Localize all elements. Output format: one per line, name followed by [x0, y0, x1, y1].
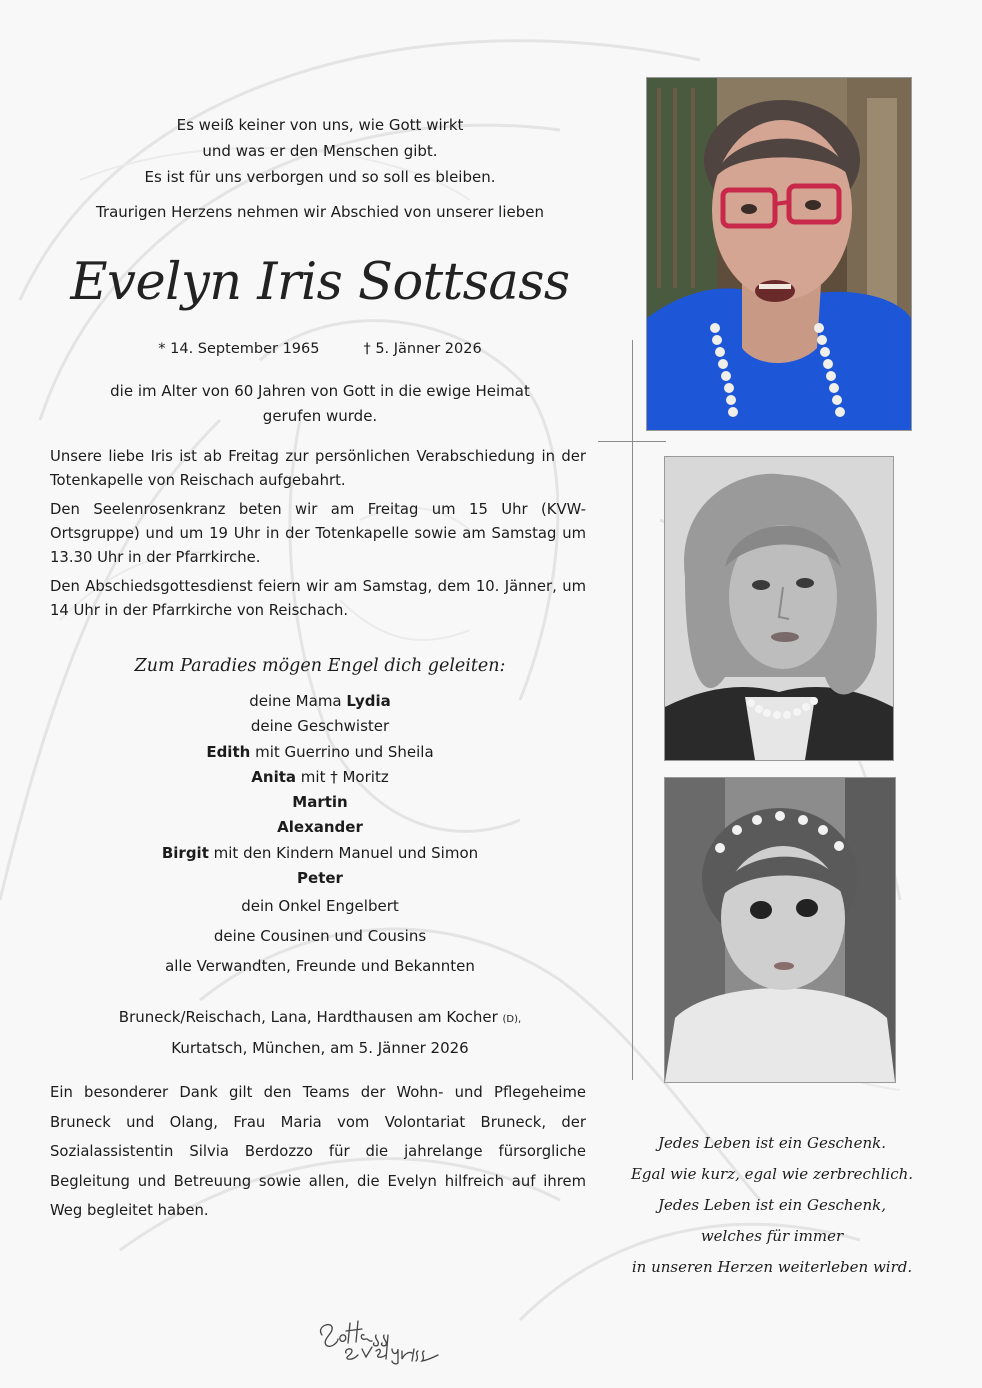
deceased-name: Evelyn Iris Sottsass	[70, 253, 570, 312]
mourner-birgit	[60, 841, 580, 866]
mourner-mama-name: Lydia	[346, 692, 391, 710]
mourner-relatives: alle Verwandten, Freunde und Bekannten	[165, 957, 475, 976]
places-country-note: (D),	[502, 1014, 522, 1025]
places-line-2: Kurtatsch, München, am 5. Jänner 2026	[171, 1039, 469, 1057]
mourner-martin-name: Martin	[292, 793, 348, 812]
places-line-1	[60, 1003, 580, 1034]
thanks-text: Ein besonderer Dank gilt den Teams der Wohn- und Pflegeheime Bruneck und Olang, Frau Maria vom Volontariat Bruneck, der Sozialassistentin Silvia Berdozzo für die jahrelange fürsorgliche Begleitung und Betreuung sowie allen, die Evelyn hilfreich auf ihrem Weg begleitet haben.	[50, 1084, 586, 1219]
quote-line-1: Es weiß keiner von uns, wie Gott wirkt	[176, 116, 464, 134]
mourner-edith	[60, 740, 580, 765]
handwritten-signature	[316, 1305, 446, 1365]
mourner-mama-prefix: deine Mama	[249, 692, 342, 710]
mourner-martin	[60, 790, 580, 815]
poem-line-4: welches für immer	[700, 1227, 844, 1245]
mourners-list	[60, 689, 580, 981]
mourner-siblings: deine Geschwister	[250, 717, 390, 736]
notice-paragraph-rosary: Den Seelenrosenkranz beten wir am Freitag um 15 Uhr (KVW-Ortsgruppe) und um 19 Uhr in der Totenkapelle sowie am Samstag um 13.30 Uhr in der Pfarrkirche.	[50, 501, 586, 566]
places-line-1-text: Bruneck/Reischach, Lana, Hardthausen am Kocher	[118, 1008, 498, 1026]
poem-line-2: Egal wie kurz, egal wie zerbrechlich.	[630, 1165, 914, 1183]
mourner-uncle: dein Onkel Engelbert	[241, 897, 399, 916]
poem-line-3: Jedes Leben ist ein Geschenk,	[658, 1196, 886, 1214]
mourner-anita	[60, 765, 580, 790]
funeral-notice	[50, 445, 586, 628]
mourner-alexander	[60, 815, 580, 840]
closing-poem	[622, 1128, 922, 1283]
age-line-1: die im Alter von 60 Jahren von Gott in die ewige Heimat	[110, 382, 530, 400]
death-date: † 5. Jänner 2026	[363, 341, 482, 357]
mourner-birgit-name: Birgit	[161, 843, 209, 862]
birth-date: * 14. September 1965	[158, 341, 320, 357]
mourner-peter	[60, 866, 580, 891]
portrait-photo-child	[664, 777, 896, 1083]
cross-horizontal-line	[598, 441, 666, 442]
mourner-anita-rest: mit † Moritz	[300, 767, 389, 786]
mourner-peter-name: Peter	[297, 869, 343, 888]
intro-text: Traurigen Herzens nehmen wir Abschied von unserer lieben	[95, 203, 545, 221]
mourner-edith-name: Edith	[206, 742, 251, 761]
portrait-photo-recent	[646, 77, 912, 431]
mourner-alexander-name: Alexander	[277, 818, 363, 837]
mourner-mama	[60, 689, 580, 714]
age-text	[60, 379, 580, 429]
mourner-edith-rest: mit Guerrino und Sheila	[255, 742, 434, 761]
mourners-heading: Zum Paradies mögen Engel dich geleiten:	[134, 656, 506, 676]
opening-quote	[70, 112, 570, 190]
life-dates	[60, 341, 580, 357]
mourner-birgit-rest: mit den Kindern Manuel und Simon	[213, 843, 479, 862]
age-line-2: gerufen wurde.	[262, 407, 378, 425]
cross-vertical-line	[632, 340, 633, 1080]
quote-line-2: und was er den Menschen gibt.	[202, 142, 438, 160]
portrait-photo-young-woman	[664, 456, 894, 761]
mourner-anita-name: Anita	[251, 767, 297, 786]
poem-line-1: Jedes Leben ist ein Geschenk.	[658, 1134, 886, 1152]
poem-line-5: in unseren Herzen weiterleben wird.	[631, 1258, 913, 1276]
notice-paragraph-viewing: Unsere liebe Iris ist ab Freitag zur persönlichen Verabschiedung in der Totenkapelle von Reischach aufgebahrt.	[50, 448, 586, 489]
mourner-cousins: deine Cousinen und Cousins	[213, 927, 427, 946]
places-and-date	[60, 1003, 580, 1063]
notice-paragraph-service: Den Abschiedsgottesdienst feiern wir am Samstag, dem 10. Jänner, um 14 Uhr in der Pfarrkirche von Reischach.	[50, 578, 586, 619]
quote-line-3: Es ist für uns verborgen und so soll es bleiben.	[144, 168, 496, 186]
